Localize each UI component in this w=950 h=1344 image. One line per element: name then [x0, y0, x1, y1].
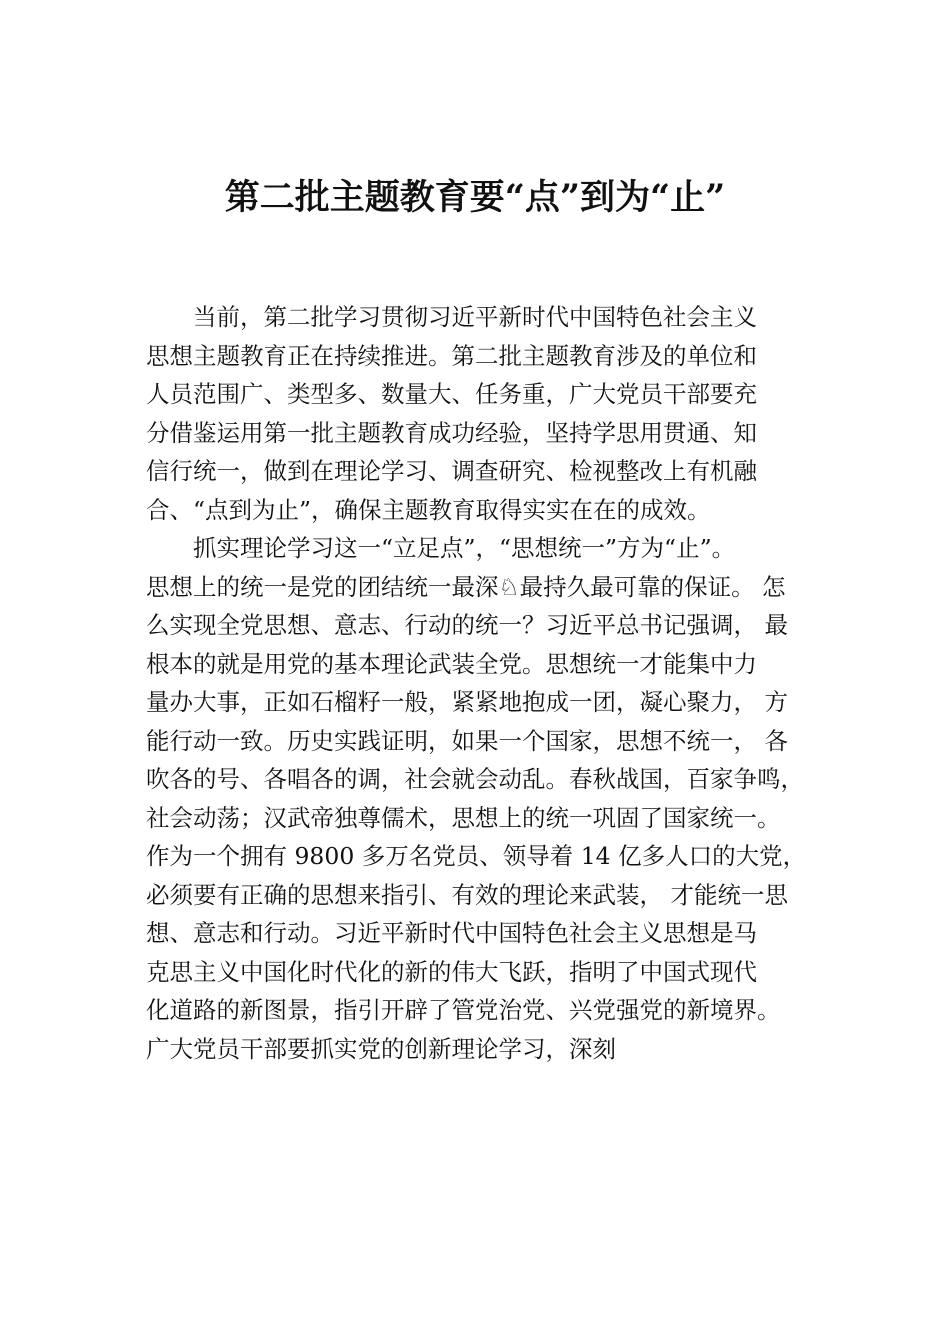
body-line: 广大党员干部要抓实党的创新理论学习，深刻 — [146, 1034, 616, 1063]
body-line: 吹各的号、各唱各的调，社会就会动乱。春秋战国，百家争鸣， — [146, 765, 804, 793]
body-line: 信行统一，做到在理论学习、调查研究、检视整改上有机融 — [146, 457, 757, 485]
body-line: 作为一个拥有 9800 多万名党员、领导着 14 亿多人口的大党， — [146, 842, 807, 870]
body-line: 克思主义中国化时代化的新的伟大飞跃，指明了中国式现代 — [146, 957, 757, 986]
document-title: 第二批主题教育要“点”到为“止” — [224, 177, 726, 218]
body-line: 思想主题教育正在持续推进。第二批主题教育涉及的单位和 — [146, 341, 757, 370]
body-line: 必须要有正确的思想来指引、有效的理论来武装， 才能统一思 — [146, 880, 788, 909]
body-line: 合、“点到为止”，确保主题教育取得实实在在的成效。 — [146, 495, 711, 524]
body-line: 化道路的新图景，指引开辟了管党治党、兴党强党的新境界。 — [146, 996, 781, 1024]
body-line: 根本的就是用党的基本理论武装全党。思想统一才能集中力 — [146, 649, 757, 678]
body-line: 思想上的统一是党的团结统一最深♘最持久最可靠的保证。 怎 — [146, 572, 786, 601]
body-line: 量办大事，正如石榴籽一般，紧紧地抱成一团，凝心聚力， 方 — [146, 688, 788, 716]
body-line: 人员范围广、类型多、数量大、任务重，广大党员干部要充 — [146, 380, 757, 408]
body-line: 想、意志和行动。习近平新时代中国特色社会主义思想是马 — [146, 919, 757, 947]
body-line: 当前，第二批学习贯彻习近平新时代中国特色社会主义 — [193, 303, 757, 331]
body-line: 么实现全党思想、意志、行动的统一？习近平总书记强调， 最 — [146, 611, 788, 639]
body-line: 分借鉴运用第一批主题教育成功经验，坚持学思用贯通、知 — [146, 418, 757, 447]
body-line: 能行动一致。历史实践证明，如果一个国家，思想不统一， 各 — [146, 726, 788, 755]
document-body — [146, 298, 826, 1068]
body-line: 抓实理论学习这一“立足点”，“思想统一”方为“止”。 — [193, 534, 736, 562]
body-line: 社会动荡；汉武帝独尊儒术，思想上的统一巩固了国家统一。 — [146, 803, 781, 832]
